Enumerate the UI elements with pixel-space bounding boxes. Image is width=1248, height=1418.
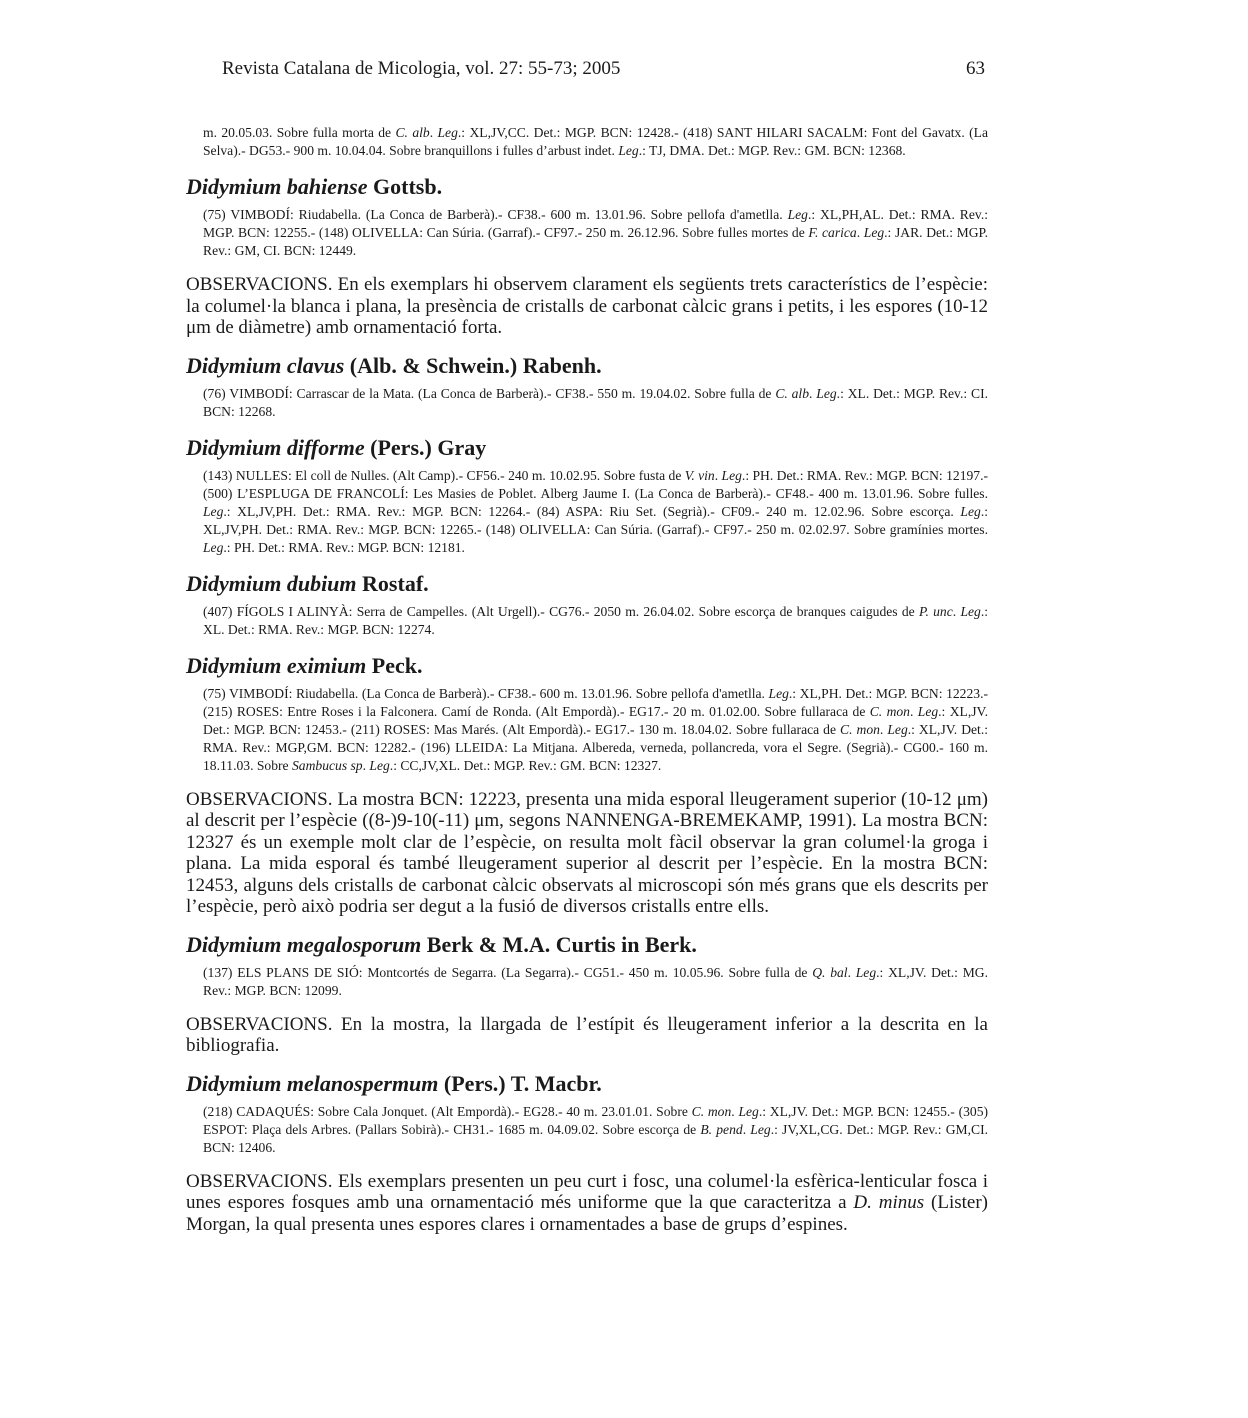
species-heading: Didymium clavus (Alb. & Schwein.) Rabenh. (186, 352, 602, 378)
species-heading: Didymium eximium Peck. (186, 652, 423, 678)
species-heading: Didymium bahiense Gottsb. (186, 174, 443, 199)
record-paragraph: (143) NULLES: El coll de Nulles. (Alt Camp).- CF56.- 240 m. 10.02.95. Sobre fusta de V. vin. Leg.: PH. Det.: RMA. Rev.: MGP. BCN: 12197.- (500) L’ESPLUGA DE FRANCOLÍ: Les Masies de Poblet. Alberg Jaume I. (La Conca de Barberà).- CF48.- 400 m. 13.01.96. Sobre fulles. Leg.: XL,JV,PH. Det.: RMA. Rev.: MGP. BCN: 12264.- (84) ASPA: Riu Set. (Segrià).- CF09.- 240 m. 12.02.96. Sobre escorça. Leg.: XL,JV,PH. Det.: RMA. Rev.: MGP. BCN: 12265.- (148) OLIVELLA: Can Súria. (Garraf).- CF97.- 250 m. 02.02.97. Sobre gramínies mortes. Leg.: PH. Det.: RMA. Rev.: MGP. BCN: 12181. (203, 467, 989, 555)
record-paragraph: (218) CADAQUÉS: Sobre Cala Jonquet. (Alt Empordà).- EG28.- 40 m. 23.01.01. Sobre C. mon. Leg.: XL,JV. Det.: MGP. BCN: 12455.- (305) ESPOT: Plaça dels Arbres. (Pallars Sobirà).- CH31.- 1685 m. 04.09.02. Sobre escorça de B. pend. Leg.: JV,XL,CG. Det.: MGP. Rev.: GM,CI. BCN: 12406. (203, 1103, 989, 1155)
record-paragraph: (407) FÍGOLS I ALINYÀ: Serra de Campelles. (Alt Urgell).- CG76.- 2050 m. 26.04.02. Sobre escorça de branques caigudes de P. unc. Leg.: XL. Det.: RMA. Rev.: MGP. BCN: 12274. (203, 603, 989, 637)
running-head: Revista Catalana de Micologia, vol. 27: 55-73; 2005 (222, 58, 621, 79)
observations-paragraph: OBSERVACIONS. En els exemplars hi observem clarament els següents trets característics de l’espècie: la columel·la blanca i plana, la presència de cristalls de carbonat càlcic grans i petits, i les espores (10-12 μm de diàmetre) amb ornamentació forta. (186, 274, 988, 338)
page-number: 63 (966, 58, 985, 79)
species-heading: Didymium melanospermum (Pers.) T. Macbr. (186, 1070, 602, 1096)
species-heading: Didymium difforme (Pers.) Gray (186, 434, 487, 460)
species-heading: Didymium megalosporum Berk & M.A. Curtis in Berk. (186, 931, 697, 957)
record-paragraph: (75) VIMBODÍ: Riudabella. (La Conca de Barberà).- CF38.- 600 m. 13.01.96. Sobre pellofa d'ametlla. Leg.: XL,PH,AL. Det.: RMA. Rev.: MGP. BCN: 12255.- (148) OLIVELLA: Can Súria. (Garraf).- CF97.- 250 m. 26.12.96. Sobre fulles mortes de F. carica. Leg.: JAR. Det.: MGP. Rev.: GM, CI. BCN: 12449. (203, 207, 989, 258)
record-paragraph: m. 20.05.03. Sobre fulla morta de C. alb. Leg.: XL,JV,CC. Det.: MGP. BCN: 12428.- (418) SANT HILARI SACALM: Font del Gavatx. (La Selva).- DG53.- 900 m. 10.04.04. Sobre branquillons i fulles d’arbust indet. Leg.: TJ, DMA. Det.: MGP. Rev.: GM. BCN: 12368. (203, 125, 988, 158)
observations-paragraph: OBSERVACIONS. En la mostra, la llargada de l’estípit és lleugerament inferior a la descrita en la bibliografia. (186, 1013, 988, 1056)
record-paragraph: (76) VIMBODÍ: Carrascar de la Mata. (La Conca de Barberà).- CF38.- 550 m. 19.04.02. Sobre fulla de C. alb. Leg.: XL. Det.: MGP. Rev.: CI. BCN: 12268. (203, 385, 988, 419)
species-heading: Didymium dubium Rostaf. (186, 570, 429, 596)
observations-paragraph: OBSERVACIONS. La mostra BCN: 12223, presenta una mida esporal lleugerament superior (10-12 μm) al descrit per l’espècie ((8-)9-10(-11) μm, segons NANNENGA-BREMEKAMP, 1991). La mostra BCN: 12327 és un exemple molt clar de l’espècie, on resulta molt fàcil observar la gran columel·la groga i plana. La mida esporal és també lleugerament superior al descrit per l’espècie. En la mostra BCN: 12453, alguns dels cristalls de carbonat càlcic observats al microscopi són més grans que els descrits per l’espècie, però això podria ser degut a la fusió de diversos cristalls entre ells. (186, 788, 988, 917)
observations-paragraph: OBSERVACIONS. Els exemplars presenten un peu curt i fosc, una columel·la esfèrica-lenticular fosca i unes espores fosques amb una ornamentació més uniforme que la que caracteritza a D. minus (Lister) Morgan, la qual presenta unes espores clares i ornamentades a base de grups d’espines. (186, 1170, 988, 1235)
page-content (186, 124, 988, 1235)
record-paragraph: (75) VIMBODÍ: Riudabella. (La Conca de Barberà).- CF38.- 600 m. 13.01.96. Sobre pellofa d'ametlla. Leg.: XL,PH. Det.: MGP. BCN: 12223.- (215) ROSES: Entre Roses i la Falconera. Camí de Ronda. (Alt Empordà).- EG17.- 20 m. 01.02.00. Sobre fullaraca de C. mon. Leg.: XL,JV. Det.: MGP. BCN: 12453.- (211) ROSES: Mas Marés. (Alt Empordà).- EG17.- 130 m. 18.04.02. Sobre fullaraca de C. mon. Leg.: XL,JV. Det.: RMA. Rev.: MGP,GM. BCN: 12282.- (196) LLEIDA: La Mitjana. Albereda, verneda, pollancreda, vora el Segre. (Segrià).- CG00.- 160 m. 18.11.03. Sobre Sambucus sp. Leg.: CC,JV,XL. Det.: MGP. Rev.: GM. BCN: 12327. (203, 685, 989, 773)
record-paragraph: (137) ELS PLANS DE SIÓ: Montcortés de Segarra. (La Segarra).- CG51.- 450 m. 10.05.96. Sobre fulla de Q. bal. Leg.: XL,JV. Det.: MG. Rev.: MGP. BCN: 12099. (203, 964, 988, 998)
